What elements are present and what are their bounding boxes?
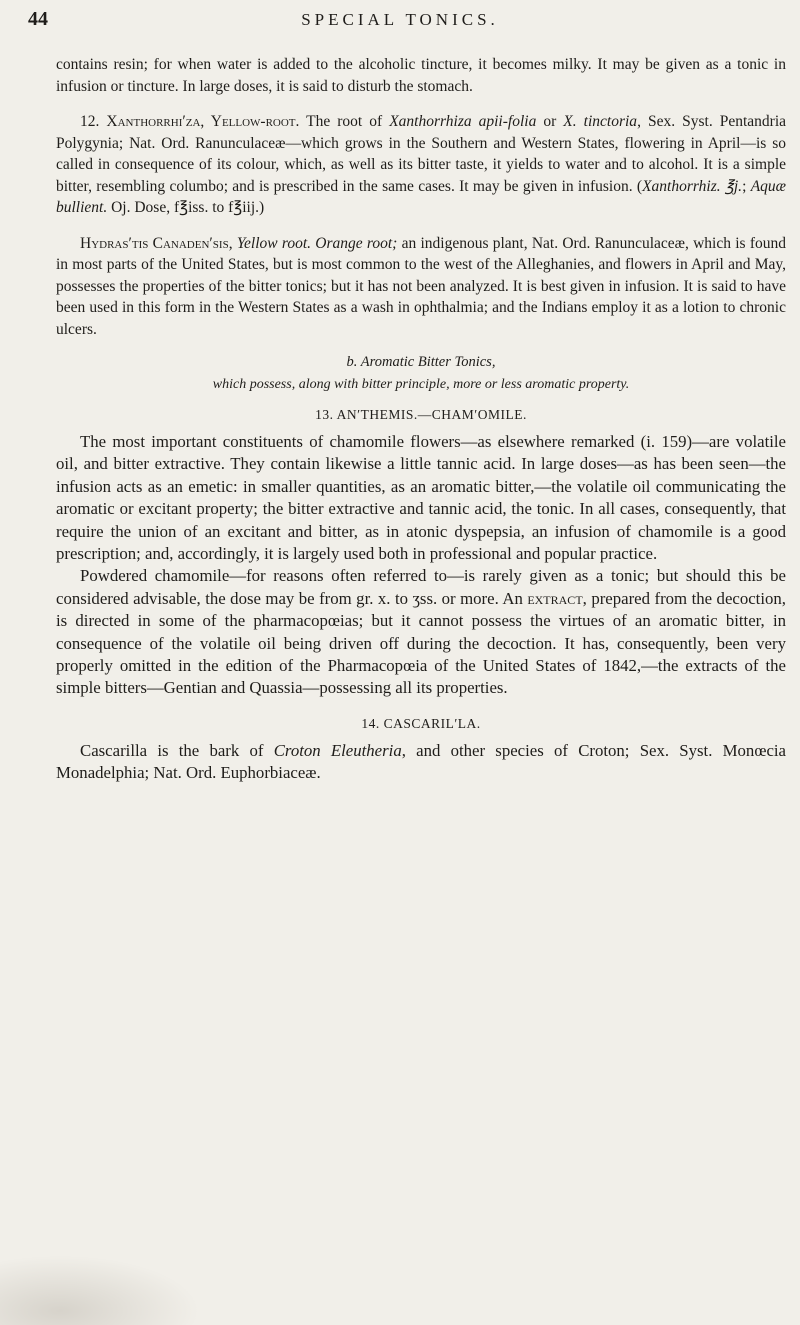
paragraph-intro: contains resin; for when water is added to the alcoholic tincture, it becomes milky. It may be given as a tonic in infusion or tincture. In large doses, it is said to disturb the stomach. (56, 56, 786, 95)
paragraph-hydrastis: Hydras′tis Canaden′sis, Yellow root. Orange root; an indigenous plant, Nat. Ord. Ranunculaceæ, which is found in most parts of the United States, but is most common to the west of the Alleghanies, and flowers in April and May, possesses the properties of the bitter tonics; but it has not been analyzed. It is best given in infusion. It is said to have been used in this form in the Western States as a wash in ophthalmia; and the Indians employ it as a lotion to chronic ulcers. (56, 234, 787, 338)
page-stain (0, 1255, 200, 1325)
paragraph-chamomile-1: The most important constituents of chamomile flowers—as elsewhere remarked (i. 159)—are volatile oil, and bitter extractive. They contain likewise a little tannic acid. In large doses—as has been seen—the infusion acts as an emetic: in smaller quantities, as an aromatic bitter,—the volatile oil communicating the aromatic or excitant property; the bitter extractive and tannic acid, the tonic. In all cases, consequently, that require the union of an excitant and bitter, as in atonic dyspepsia, an infusion of chamomile is a good prescription; and, accordingly, it is largely used both in professional and popular practice. (56, 432, 786, 564)
subsection-subtitle: which possess, along with bitter principle, more or less aromatic property. (212, 377, 630, 392)
page-header (0, 6, 800, 32)
page-body (56, 54, 786, 785)
formula: Aquæ bullient. (56, 177, 786, 216)
paragraph-chamomile-2: Powdered chamomile—for reasons often referred to—is rarely given as a tonic; but should this be considered advisable, the dose may be from gr. x. to ʒss. or more. An extract, prepared from the decoction, is directed in some of the pharmacopœias; but it cannot possess the virtues of an aromatic bitter, in consequence of the volatile oil being driven off during the decoction. It has, consequently, been very properly omitted in the edition of the Pharmacopœia of the United States of 1842,—the extracts of the simple bitters—Gentian and Quassia—possessing all its properties. (56, 566, 786, 698)
formula: Xanthorrhiz. ℥j. (642, 177, 743, 195)
latin-name: Croton Eleutheria (273, 740, 402, 760)
entry-lead: Hydras′tis Canaden′sis, (80, 234, 233, 252)
latin-name: Xanthorrhiza apii-folia (389, 113, 537, 130)
common-name: Yellow root. Orange root; (232, 234, 398, 252)
term-extract: extract (527, 588, 583, 608)
paragraph-xanthorrhiza: 12. Xanthorrhi′za, Yellow-root. The root of Xanthorrhiza apii-folia or X. tinctoria, Sex. Syst. Pentandria Polygynia; Nat. Ord. Ranunculaceæ—which grows in the Southern and Western States, flowering in April—is so called in consequence of its colour, which, as well as its bitter taste, it yields to water and to alcohol. It is a simple bitter, resembling columbo; and is prescribed in the same cases. It may be given in infusion. (Xanthorrhiz. ℥j.; Aquæ bullient. Oj. Dose, f℥iss. to f℥iij.) (56, 113, 787, 216)
section-heading-cascarilla: 14. CASCARIL′LA. (361, 715, 481, 731)
latin-name: X. tinctoria (563, 113, 638, 130)
page-number: 44 (28, 8, 48, 30)
section-heading-anthemis: 13. AN′THEMIS.—CHAM′OMILE. (315, 407, 527, 422)
running-head: SPECIAL TONICS. (301, 10, 499, 29)
entry-lead: 12. Xanthorrhi′za, Yellow-root. (80, 113, 300, 130)
paragraph-cascarilla: Cascarilla is the bark of Croton Eleutheria, and other species of Croton; Sex. Syst. Monœcia Monadelphia; Nat. Ord. Euphorbiaceæ. (56, 740, 787, 783)
subsection-title: b. Aromatic Bitter Tonics, (346, 354, 496, 370)
